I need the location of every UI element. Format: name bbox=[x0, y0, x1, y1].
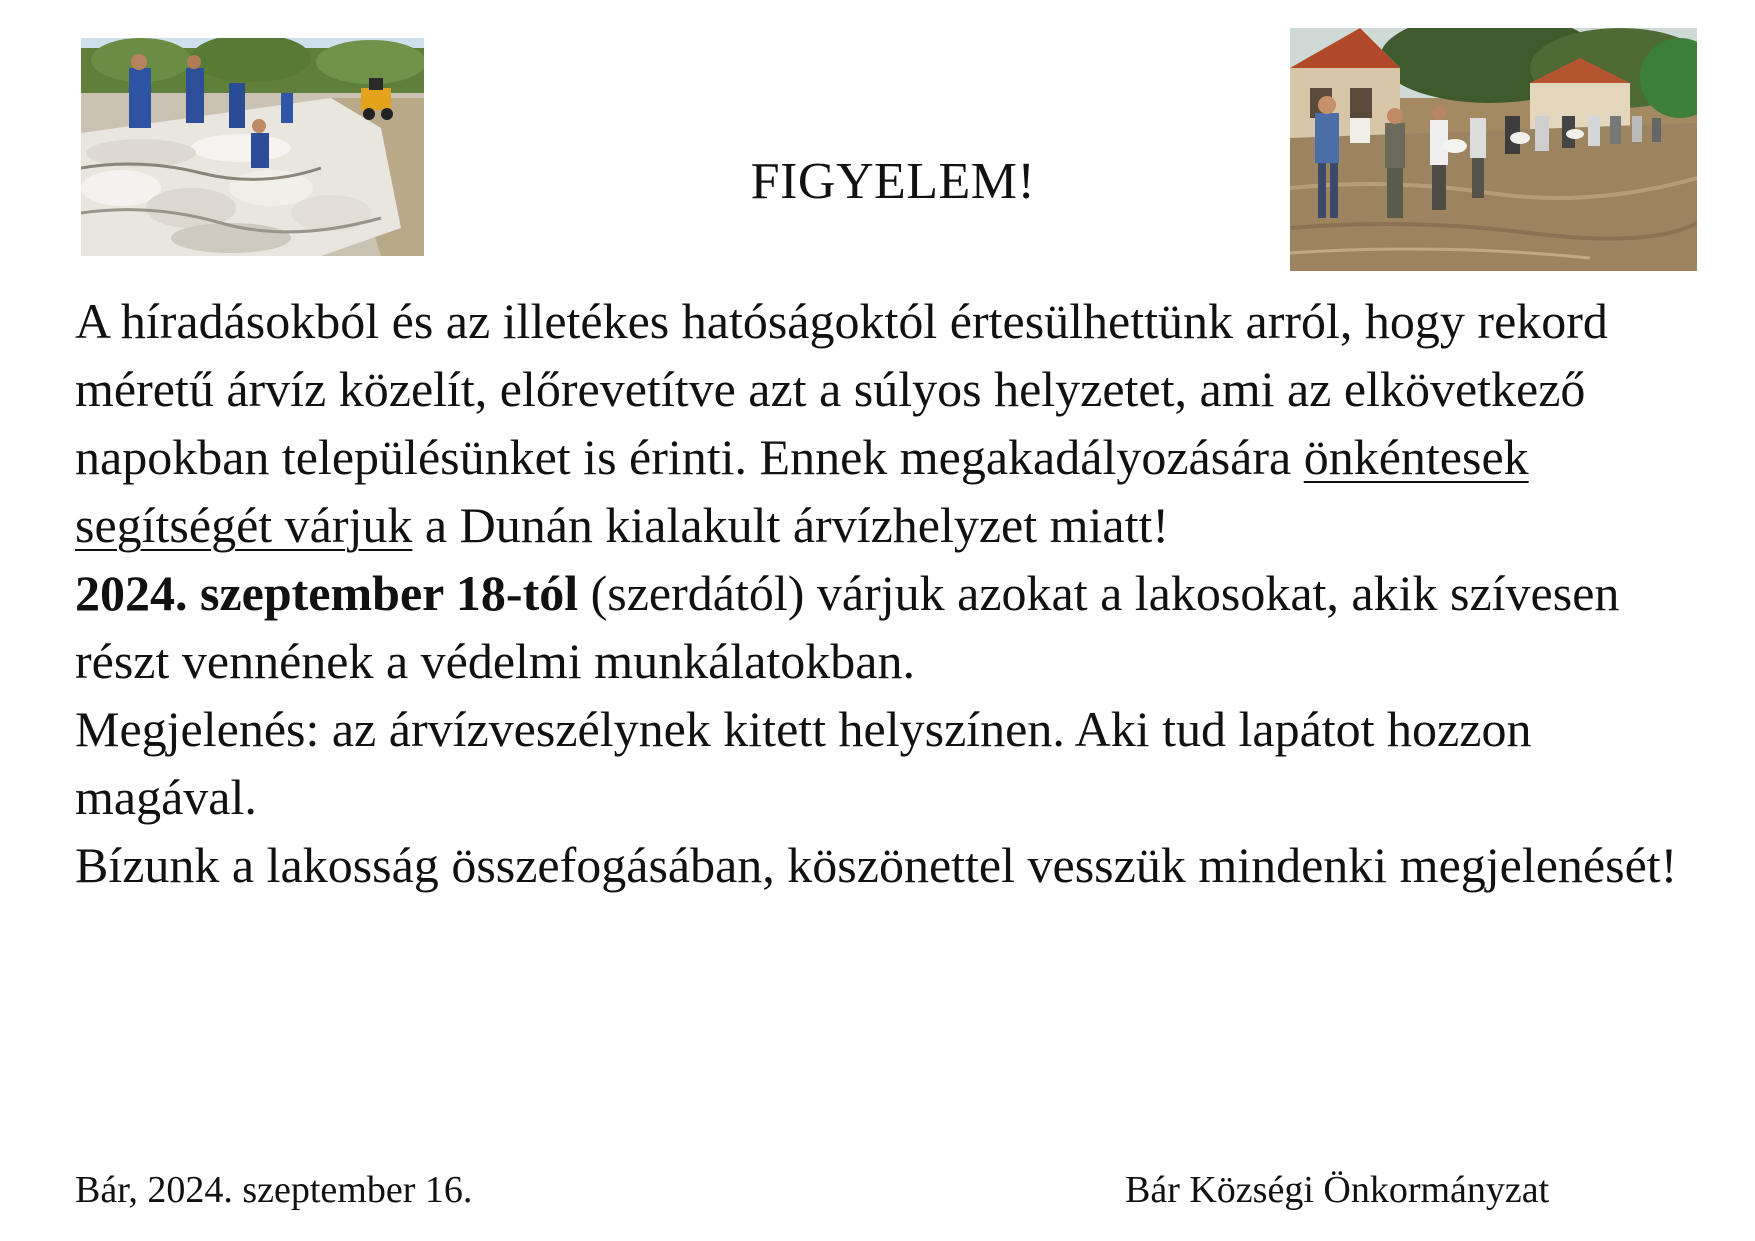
volunteers-request-underlined: önkéntesek segítségét várjuk bbox=[75, 429, 1529, 553]
footer-signature: Bár Községi Önkormányzat bbox=[1125, 1169, 1550, 1211]
paragraph-thanks: Bízunk a lakosság összefogásában, köszönettel vesszük mindenki megjelenését! bbox=[75, 837, 1678, 893]
paragraph-announcement bbox=[75, 287, 1715, 559]
date-paragraph-text: (szerdától) várjuk azokat a lakosokat, akik szívesen részt vennének a védelmi munkálatokban. bbox=[75, 565, 1620, 689]
footer-place-date: Bár, 2024. szeptember 16. bbox=[75, 1169, 473, 1211]
announcement-text: A híradásokból és az illetékes hatóságoktól értesülhettünk arról, hogy rekord méretű árvíz közelít, előrevetítve azt a súlyos helyzetet, ami az elkövetkező napokban településünket is érinti. Ennek megakadályozására bbox=[75, 293, 1608, 485]
page-title: FIGYELEM! bbox=[750, 153, 1036, 210]
notice-body bbox=[75, 287, 1715, 899]
announcement-text-end: a Dunán kialakult árvízhelyzet miatt! bbox=[412, 497, 1170, 553]
start-date-bold: 2024. szeptember 18-tól bbox=[75, 565, 579, 621]
paragraph-date bbox=[75, 559, 1715, 695]
flood-street-volunteers-photo bbox=[1290, 28, 1697, 271]
paragraph-location: Megjelenés: az árvízveszélynek kitett helyszínen. Aki tud lapátot hozzon magával. bbox=[75, 701, 1532, 825]
sandbag-workers-photo bbox=[81, 38, 424, 256]
